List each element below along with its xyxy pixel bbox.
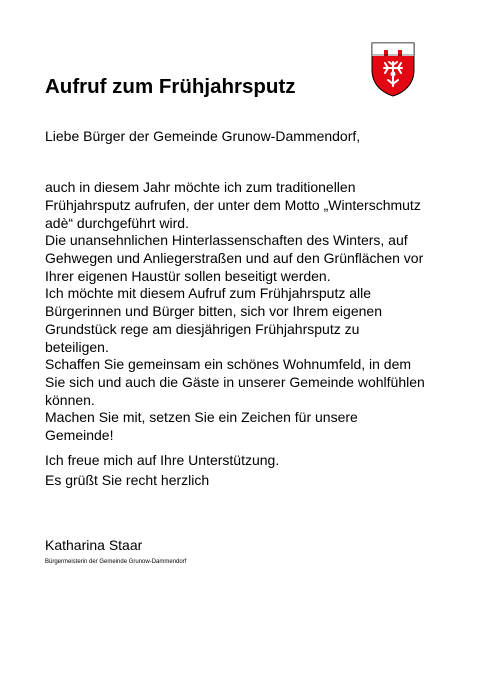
paragraph-closing: Es grüßt Sie recht herzlich <box>45 472 210 488</box>
paragraph-environment: Schaffen Sie gemeinsam ein schönes Wohnumfeld, in dem Sie sich und auch die Gäste in unserer Gemeinde wohlfühlen können. <box>45 356 425 408</box>
signature-name: Katharina Staar <box>45 537 143 553</box>
signature-role: Bürgermeisterin der Gemeinde Grunow-Dammendorf <box>45 559 187 565</box>
paragraph-winter-remains: Die unansehnlichen Hinterlassenschaften des Winters, auf Gehwegen und Anliegerstraßen und auf den Grünflächen vor Ihrer eigenen Haustür sollen beseitigt werden. <box>45 232 424 284</box>
paragraph-appeal: Ich möchte mit diesem Aufruf zum Frühjahrsputz alle Bürgerinnen und Bürger bitten, sich vor Ihrem eigenen Grundstück rege am diesjährigen Frühjahrsputz zu beteiligen. <box>45 285 382 355</box>
paragraph-intro: auch in diesem Jahr möchte ich zum traditionellen Frühjahrsputz aufrufen, der unter dem Motto „Winterschmutz adè“ durchgeführt wird. <box>45 179 421 231</box>
paragraph-thanks: Ich freue mich auf Ihre Unterstützung. <box>45 452 280 468</box>
salutation: Liebe Bürger der Gemeinde Grunow-Dammendorf, <box>45 128 361 144</box>
paragraph-join-in: Machen Sie mit, setzen Sie ein Zeichen für unsere Gemeinde! <box>45 409 358 443</box>
page-title: Aufruf zum Frühjahrsputz <box>45 75 296 98</box>
coat-of-arms-icon <box>369 40 417 98</box>
